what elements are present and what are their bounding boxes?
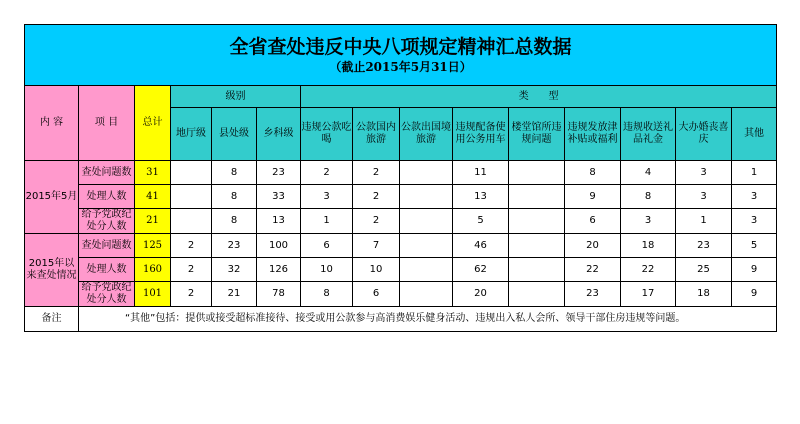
cell-value: 11 bbox=[453, 161, 509, 185]
cell-value: 6 bbox=[301, 234, 353, 258]
cell-value: 23 bbox=[676, 234, 732, 258]
row-total: 101 bbox=[135, 282, 171, 307]
header-total: 总计 bbox=[135, 86, 171, 161]
table-row bbox=[25, 282, 777, 307]
cell-value bbox=[509, 185, 565, 209]
cell-value: 8 bbox=[565, 161, 621, 185]
level-col-xian: 县处级 bbox=[212, 108, 257, 161]
cell-value: 21 bbox=[212, 282, 257, 307]
note-text: “其他”包括：提供或接受超标准接待、接受或用公款参与高消费娱乐健身活动、违规出入私人会所、领导干部住房违规等问题。 bbox=[79, 307, 777, 332]
cell-value: 3 bbox=[676, 161, 732, 185]
type-col-vehicles: 违规配备使用公务用车 bbox=[453, 108, 509, 161]
cell-value: 9 bbox=[565, 185, 621, 209]
page-title: 全省查处违反中央八项规定精神汇总数据 bbox=[229, 36, 572, 58]
header-type: 类 型 bbox=[301, 86, 777, 108]
cell-value: 5 bbox=[453, 209, 509, 234]
row-item: 给予党政纪处分人数 bbox=[79, 209, 135, 234]
cell-value: 13 bbox=[453, 185, 509, 209]
cell-value: 33 bbox=[257, 185, 301, 209]
cell-value: 8 bbox=[621, 185, 676, 209]
cell-value: 10 bbox=[301, 258, 353, 282]
cell-value: 1 bbox=[676, 209, 732, 234]
cell-value bbox=[509, 258, 565, 282]
row-item: 查处问题数 bbox=[79, 234, 135, 258]
cell-value bbox=[171, 185, 212, 209]
group-label: 2015年5月 bbox=[25, 161, 79, 234]
row-total: 41 bbox=[135, 185, 171, 209]
cell-value bbox=[400, 161, 453, 185]
cell-value bbox=[400, 258, 453, 282]
type-col-domestic-travel: 公款国内旅游 bbox=[353, 108, 400, 161]
cell-value: 32 bbox=[212, 258, 257, 282]
cell-value: 20 bbox=[453, 282, 509, 307]
cell-value bbox=[509, 161, 565, 185]
type-col-gifts: 违规收送礼品礼金 bbox=[621, 108, 676, 161]
table-row bbox=[25, 209, 777, 234]
cell-value: 2 bbox=[171, 258, 212, 282]
cell-value: 23 bbox=[212, 234, 257, 258]
type-col-buildings: 楼堂馆所违规问题 bbox=[509, 108, 565, 161]
cell-value: 10 bbox=[353, 258, 400, 282]
cell-value: 7 bbox=[353, 234, 400, 258]
header-content: 内 容 bbox=[25, 86, 79, 161]
row-item: 给予党政纪处分人数 bbox=[79, 282, 135, 307]
cell-value: 2 bbox=[353, 209, 400, 234]
cell-value: 25 bbox=[676, 258, 732, 282]
type-col-overseas-travel: 公款出国境旅游 bbox=[400, 108, 453, 161]
table-row bbox=[25, 258, 777, 282]
title-cell bbox=[25, 25, 777, 86]
cell-value bbox=[400, 209, 453, 234]
cell-value: 9 bbox=[732, 282, 777, 307]
cell-value: 126 bbox=[257, 258, 301, 282]
cell-value bbox=[509, 282, 565, 307]
cell-value: 6 bbox=[353, 282, 400, 307]
cell-value: 8 bbox=[301, 282, 353, 307]
cell-value: 3 bbox=[732, 185, 777, 209]
cell-value: 1 bbox=[301, 209, 353, 234]
row-total: 160 bbox=[135, 258, 171, 282]
note-row bbox=[25, 307, 777, 332]
cell-value bbox=[509, 209, 565, 234]
level-col-ting: 地厅级 bbox=[171, 108, 212, 161]
cell-value: 8 bbox=[212, 209, 257, 234]
cell-value bbox=[171, 209, 212, 234]
cell-value: 5 bbox=[732, 234, 777, 258]
cell-value: 1 bbox=[732, 161, 777, 185]
cell-value: 8 bbox=[212, 185, 257, 209]
cell-value: 2 bbox=[353, 161, 400, 185]
cell-value bbox=[509, 234, 565, 258]
cell-value: 23 bbox=[565, 282, 621, 307]
cell-value: 2 bbox=[353, 185, 400, 209]
row-item: 处理人数 bbox=[79, 185, 135, 209]
cell-value: 46 bbox=[453, 234, 509, 258]
row-total: 21 bbox=[135, 209, 171, 234]
summary-table bbox=[24, 24, 777, 332]
cell-value: 3 bbox=[676, 185, 732, 209]
cell-value: 62 bbox=[453, 258, 509, 282]
cell-value: 22 bbox=[621, 258, 676, 282]
row-item: 处理人数 bbox=[79, 258, 135, 282]
cell-value: 2 bbox=[171, 234, 212, 258]
type-col-allowances: 违规发放津补贴或福利 bbox=[565, 108, 621, 161]
table-row bbox=[25, 185, 777, 209]
cell-value: 22 bbox=[565, 258, 621, 282]
row-total: 125 bbox=[135, 234, 171, 258]
cell-value: 6 bbox=[565, 209, 621, 234]
level-col-xiang: 乡科级 bbox=[257, 108, 301, 161]
type-col-other: 其他 bbox=[732, 108, 777, 161]
cell-value: 23 bbox=[257, 161, 301, 185]
table-row bbox=[25, 161, 777, 185]
header-level: 级别 bbox=[171, 86, 301, 108]
cell-value: 4 bbox=[621, 161, 676, 185]
cell-value: 100 bbox=[257, 234, 301, 258]
cell-value: 78 bbox=[257, 282, 301, 307]
type-col-weddings: 大办婚丧喜庆 bbox=[676, 108, 732, 161]
row-item: 查处问题数 bbox=[79, 161, 135, 185]
cell-value bbox=[171, 161, 212, 185]
cell-value: 20 bbox=[565, 234, 621, 258]
table-row bbox=[25, 234, 777, 258]
cell-value: 18 bbox=[676, 282, 732, 307]
cell-value: 9 bbox=[732, 258, 777, 282]
cell-value: 3 bbox=[301, 185, 353, 209]
group-label: 2015年以来查处情况 bbox=[25, 234, 79, 307]
cell-value: 2 bbox=[301, 161, 353, 185]
cell-value: 13 bbox=[257, 209, 301, 234]
cell-value: 17 bbox=[621, 282, 676, 307]
cell-value bbox=[400, 234, 453, 258]
cell-value: 18 bbox=[621, 234, 676, 258]
cell-value bbox=[400, 282, 453, 307]
cell-value bbox=[400, 185, 453, 209]
summary-sheet bbox=[24, 24, 777, 332]
page-subtitle: （截止2015年5月31日） bbox=[329, 60, 472, 74]
row-total: 31 bbox=[135, 161, 171, 185]
cell-value: 3 bbox=[732, 209, 777, 234]
cell-value: 2 bbox=[171, 282, 212, 307]
note-label: 备注 bbox=[25, 307, 79, 332]
cell-value: 3 bbox=[621, 209, 676, 234]
type-col-dining: 违规公款吃喝 bbox=[301, 108, 353, 161]
cell-value: 8 bbox=[212, 161, 257, 185]
header-item: 项 目 bbox=[79, 86, 135, 161]
